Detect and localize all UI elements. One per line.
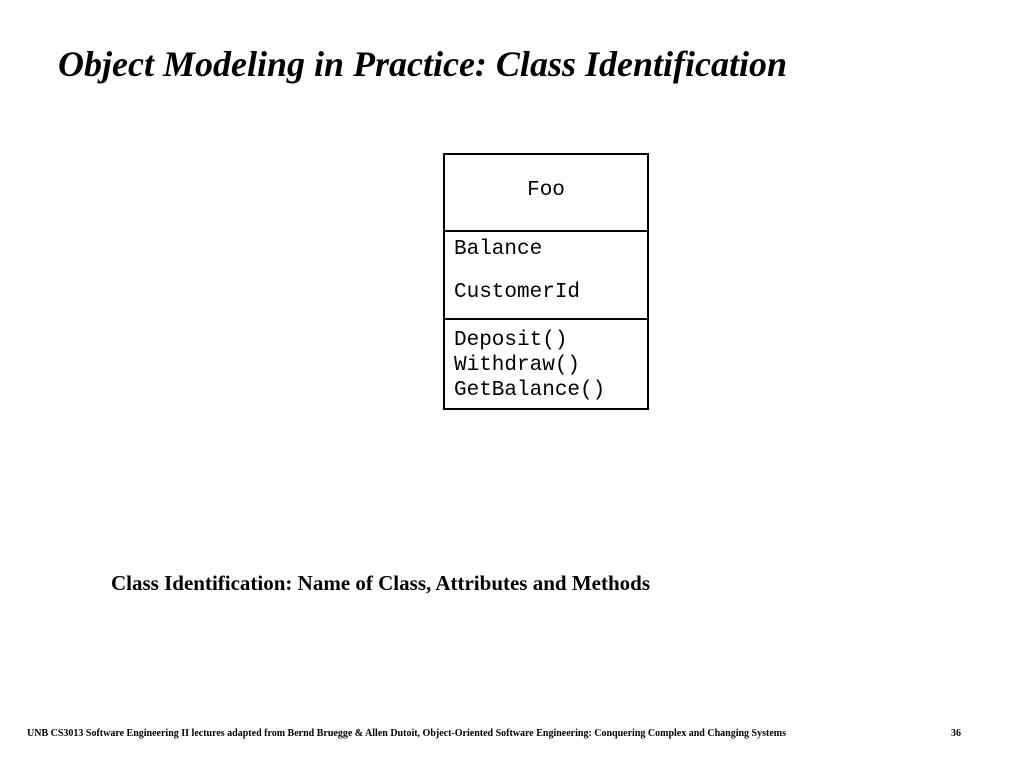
page-number: 36 xyxy=(951,728,961,739)
uml-method: Withdraw() xyxy=(454,354,581,377)
uml-class-box xyxy=(443,153,649,410)
uml-method: GetBalance() xyxy=(454,379,606,402)
uml-attributes-compartment xyxy=(445,232,647,320)
uml-methods-compartment xyxy=(445,320,647,408)
diagram-caption: Class Identification: Name of Class, Attributes and Methods xyxy=(111,571,651,595)
uml-class-name: Foo xyxy=(445,155,647,232)
uml-attribute: CustomerId xyxy=(454,281,581,304)
footer-credit: UNB CS3013 Software Engineering II lectures adapted from Bernd Bruegge & Allen Dutoit, Object-Oriented Software Engineering: Conquering Complex and Changing Systems xyxy=(27,728,786,739)
uml-method: Deposit() xyxy=(454,329,568,352)
uml-attribute: Balance xyxy=(454,238,543,261)
slide-title: Object Modeling in Practice: Class Identification xyxy=(58,44,787,84)
